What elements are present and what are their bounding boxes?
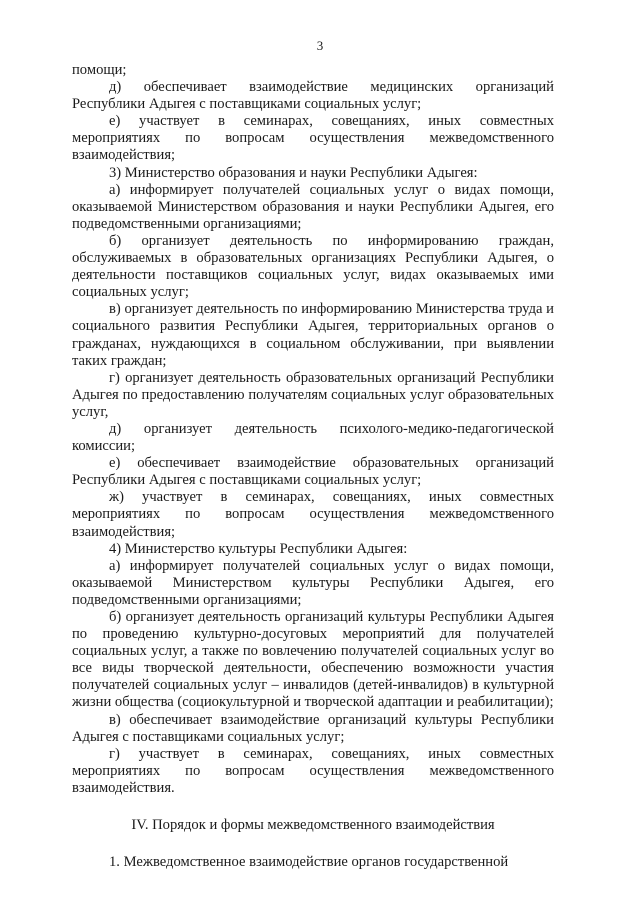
paragraph-3e: е) обеспечивает взаимодействие образовательных организаций Республики Адыгея с поставщиками социальных услуг;: [72, 455, 554, 489]
paragraph-4g: г) участвует в семинарах, совещаниях, иных совместных мероприятиях по вопросам осуществления межведомственного взаимодействия.: [72, 745, 554, 796]
paragraph-2e: е) участвует в семинарах, совещаниях, иных совместных мероприятиях по вопросам осуществления межведомственного взаимодействия;: [72, 113, 554, 164]
page-number: 3: [316, 38, 324, 53]
paragraph-4b: б) организует деятельность организаций культуры Республики Адыгея по проведению культурно-досуговых мероприятий для получателей социальных услуг, а также по вовлечению получателей социальных услуг во все виды творческой деятельности, обеспечению возможности участия получателей социальных услуг – инвалидов (детей-инвалидов) в культурной жизни общества (социокультурной и творческой адаптации и реабилитации);: [72, 609, 554, 711]
paragraph-item-3: 3) Министерство образования и науки Республики Адыгея:: [109, 164, 478, 181]
section-heading: IV. Порядок и формы межведомственного взаимодействия: [131, 817, 495, 834]
document-body: [72, 62, 554, 871]
paragraph-2d: д) обеспечивает взаимодействие медицинских организаций Республики Адыгея с поставщиками социальных услуг;: [72, 79, 554, 113]
paragraph-4a: а) информирует получателей социальных услуг о видах помощи, оказываемой Министерством культуры Республики Адыгея, его подведомственными организациями;: [72, 557, 554, 608]
paragraph-continuation: помощи;: [72, 62, 127, 78]
paragraph-3v: в) организует деятельность по информированию Министерства труда и социального развития Республики Адыгея, территориальных органов о гражданах, нуждающихся в социальном обслуживании, при выявлении таких граждан;: [72, 301, 554, 369]
paragraph-4v: в) обеспечивает взаимодействие организаций культуры Республики Адыгея с поставщиками социальных услуг;: [72, 711, 554, 745]
paragraph-3a: а) информирует получателей социальных услуг о видах помощи, оказываемой Министерством образования и науки Республики Адыгея, его подведомственными организациями;: [72, 181, 554, 232]
paragraph-3b: б) организует деятельность по информированию граждан, обслуживаемых в образовательных организациях Республики Адыгея, о деятельности поставщиков социальных услуг, видах оказываемых ими социальных услуг;: [72, 232, 554, 301]
paragraph-3d: д) организует деятельность психолого-медико-педагогической комиссии;: [72, 420, 554, 455]
paragraph-3g: г) организует деятельность образовательных организаций Республики Адыгея по предоставлению получателям социальных услуг образовательных услуг,: [72, 369, 554, 420]
paragraph-section4-1: 1. Межведомственное взаимодействие органов государственной: [109, 854, 509, 871]
paragraph-3zh: ж) участвует в семинарах, совещаниях, иных совместных мероприятиях по вопросам осуществления межведомственного взаимодействия;: [72, 489, 554, 540]
paragraph-item-4: 4) Министерство культуры Республики Адыгея:: [109, 540, 408, 557]
